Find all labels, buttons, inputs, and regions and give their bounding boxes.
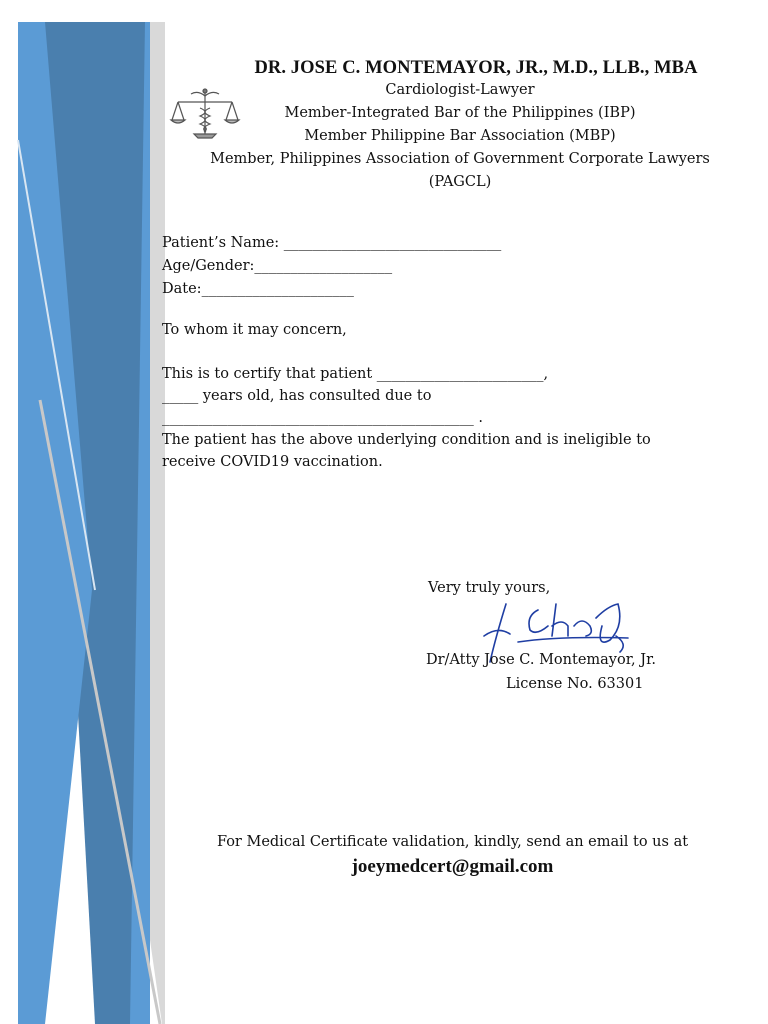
header-line-ibp: Member-Integrated Bar of the Philippines (IBP) <box>284 105 636 121</box>
header-line-specialty: Cardiologist-Lawyer <box>385 82 535 98</box>
body-line-5: receive COVID19 vaccination. <box>162 454 383 470</box>
contact-email[interactable]: joeymedcert@gmail.com <box>351 856 554 877</box>
header-line-pagcl: Member, Philippines Association of Government Corporate Lawyers <box>210 151 710 167</box>
header-line-pagcl-abbr: (PAGCL) <box>428 174 492 190</box>
patient-name-field: Patient’s Name: ______________________________ <box>162 235 502 251</box>
salutation: To whom it may concern, <box>162 322 347 338</box>
date-field: Date:_____________________ <box>162 281 354 297</box>
validation-note: For Medical Certificate validation, kindly, send an email to us at <box>216 834 689 850</box>
doctor-name-heading: DR. JOSE C. MONTEMAYOR, JR., M.D., LLB., MBA <box>254 58 698 78</box>
header-line-mbp: Member Philippine Bar Association (MBP) <box>304 128 616 144</box>
license-number: License No. 63301 <box>506 676 644 692</box>
signer-block <box>426 648 656 696</box>
body-line-1: This is to certify that patient _______________________, <box>162 366 549 382</box>
signer-name: Dr/Atty Jose C. Montemayor, Jr. <box>426 652 657 668</box>
body-line-2: _____ years old, has consulted due to <box>162 388 432 404</box>
letter-body <box>162 319 732 473</box>
footer <box>160 834 745 878</box>
age-gender-field: Age/Gender:___________________ <box>162 258 393 274</box>
letterhead <box>160 58 760 194</box>
body-line-4: The patient has the above underlying condition and is ineligible to <box>162 432 651 448</box>
body-line-3: ___________________________________________ . <box>162 410 483 426</box>
closing: Very truly yours, <box>428 580 551 596</box>
patient-fields <box>162 232 501 301</box>
